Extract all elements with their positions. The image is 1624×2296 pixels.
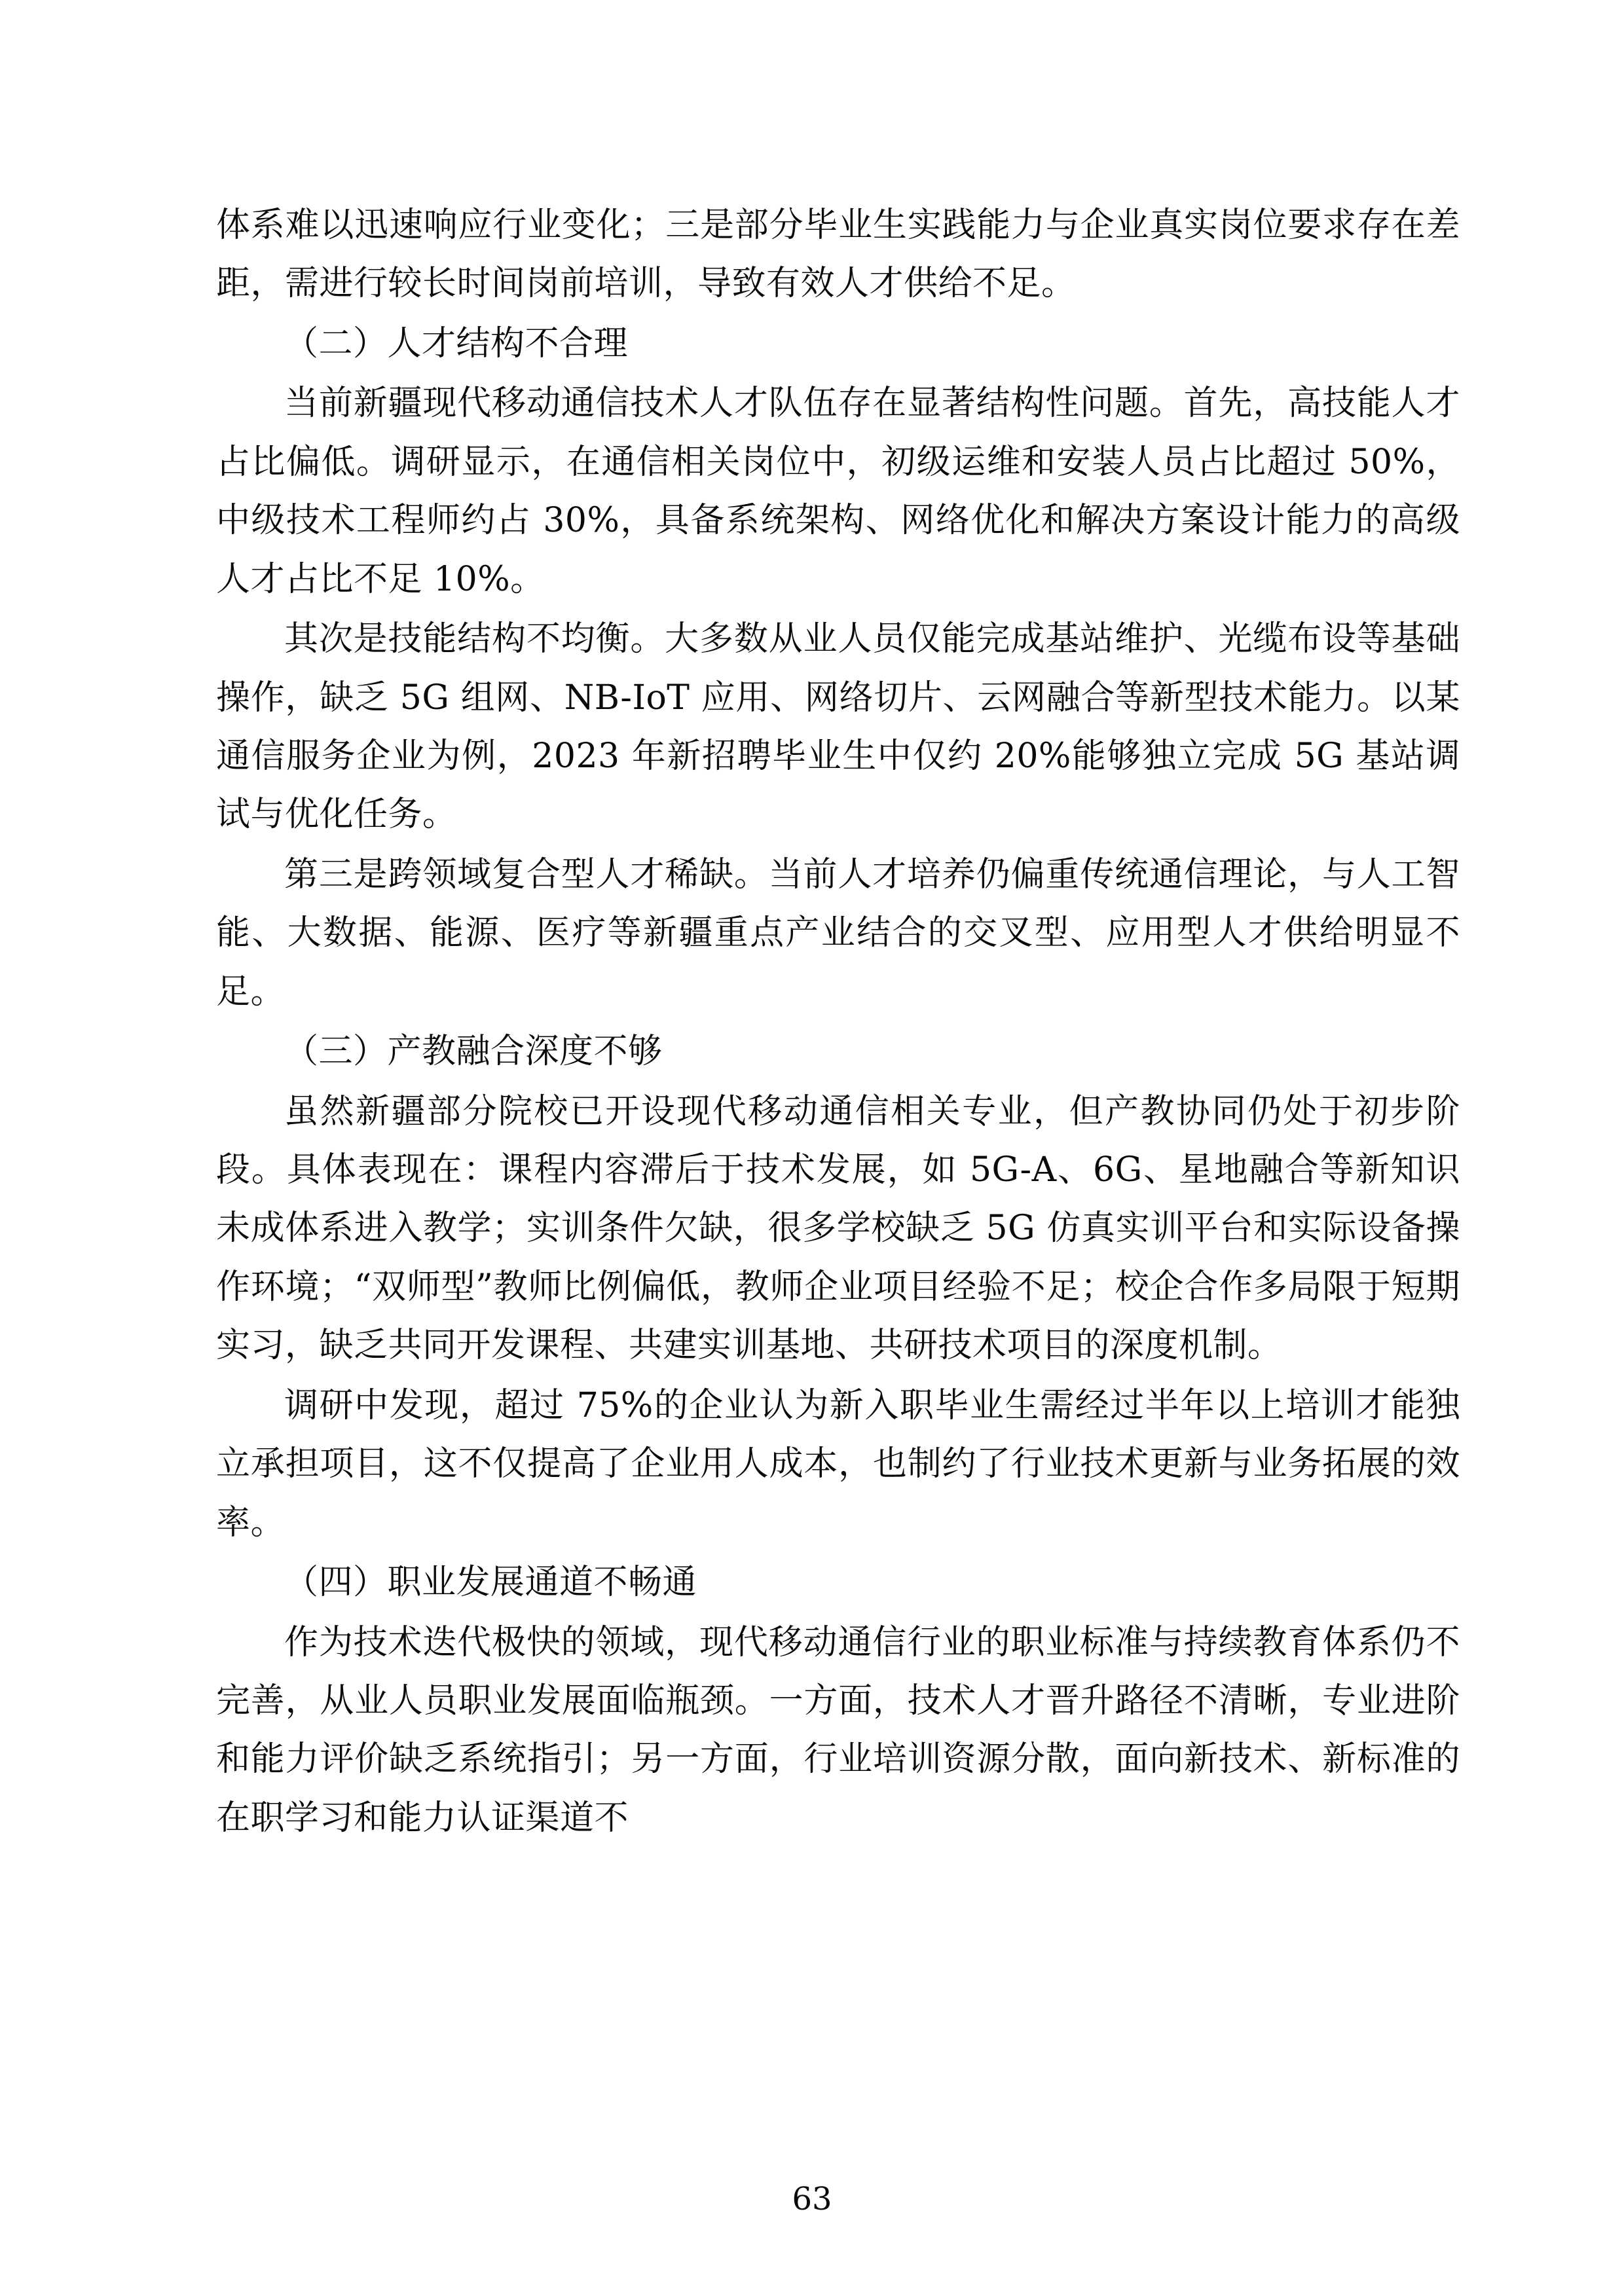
paragraph: 其次是技能结构不均衡。大多数从业人员仅能完成基站维护、光缆布设等基础操作，缺乏 5G 组网、NB-IoT 应用、网络切片、云网融合等新型技术能力。以某通信服务企业为例，2023 年新招聘毕业生中仅约 20%能够独立完成 5G 基站调试与优化任务。 xyxy=(216,619,1460,835)
paragraph: 第三是跨领域复合型人才稀缺。当前人才培养仍偏重传统通信理论，与人工智能、大数据、能源、医疗等新疆重点产业结合的交叉型、应用型人才供给明显不足。 xyxy=(216,854,1460,1011)
paragraph: 作为技术迭代极快的领域，现代移动通信行业的职业标准与持续教育体系仍不完善，从业人员职业发展面临瓶颈。一方面，技术人才晋升路径不清晰，专业进阶和能力评价缺乏系统指引；另一方面，行业培训资源分散，面向新技术、新标准的在职学习和能力认证渠道不 xyxy=(216,1622,1460,1838)
page-body xyxy=(216,196,1460,1848)
section-heading: （二）人才结构不合理 xyxy=(284,323,629,363)
section-heading: （四）职业发展通道不畅通 xyxy=(284,1563,697,1603)
section-heading: （三）产教融合深度不够 xyxy=(284,1032,663,1072)
paragraph: 体系难以迅速响应行业变化；三是部分毕业生实践能力与企业真实岗位要求存在差距，需进行较长时间岗前培训，导致有效人才供给不足。 xyxy=(216,206,1460,304)
paragraph: 当前新疆现代移动通信技术人才队伍存在显著结构性问题。首先，高技能人才占比偏低。调研显示，在通信相关岗位中，初级运维和安装人员占比超过 50%，中级技术工程师约占 30%，具备系统架构、网络优化和解决方案设计能力的高级人才占比不足 10%。 xyxy=(216,384,1460,599)
paragraph: 虽然新疆部分院校已开设现代移动通信相关专业，但产教协同仍处于初步阶段。具体表现在：课程内容滞后于技术发展，如 5G-A、6G、星地融合等新知识未成体系进入教学；实训条件欠缺，很多学校缺乏 5G 仿真实训平台和实际设备操作环境；“双师型”教师比例偏低，教师企业项目经验不足；校企合作多局限于短期实习，缺乏共同开发课程、共建实训基地、共研技术项目的深度机制。 xyxy=(216,1091,1460,1366)
paragraph: 调研中发现，超过 75%的企业认为新入职毕业生需经过半年以上培训才能独立承担项目，这不仅提高了企业用人成本，也制约了行业技术更新与业务拓展的效率。 xyxy=(216,1385,1460,1542)
page-number: 63 xyxy=(792,2181,832,2217)
